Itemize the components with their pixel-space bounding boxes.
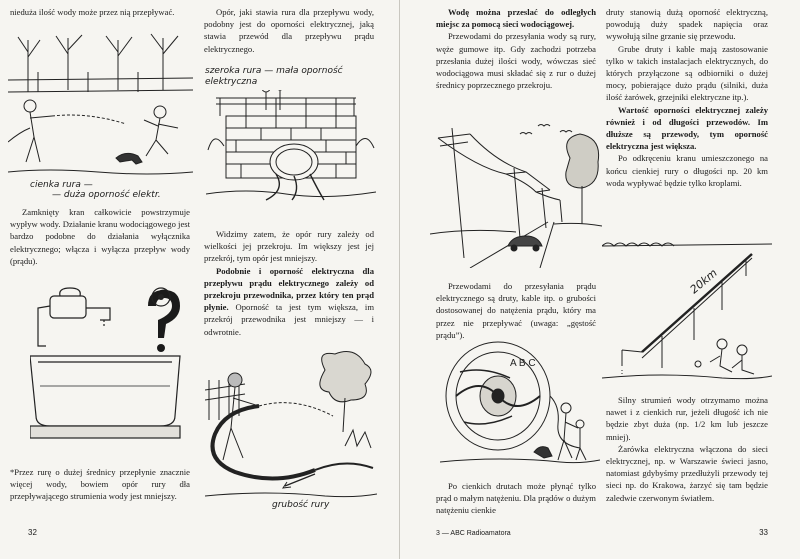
p33-column-1 <box>436 6 596 91</box>
p33-column-2 <box>606 6 768 189</box>
p33-c2-bold: Wartość oporności elektrycznej zależy również i od długości przewodów. Im dłuższe są przewody, tym oporność elektryczna jest większa. <box>606 104 768 152</box>
p32-c1-para-block <box>10 206 190 267</box>
page-number-33: 33 <box>759 528 768 537</box>
p33-c2-bottom-block <box>606 394 768 504</box>
p33-c2-bottom: Silny strumień wody otrzymamo można nawet i z cienkich rur, jeżeli długość ich nie będzie zbyt duża (np. 1/2 km lub jeszcze mniej). <box>606 395 768 442</box>
illustration-power-line <box>430 118 602 268</box>
p32-c2-mid: Widzimy zatem, że opór rury zależy od wielkości jej przekroju. Im większy jest jej przekrój, tym opór jest mniejszy. <box>204 229 374 264</box>
caption-thin-pipe <box>30 180 190 200</box>
illustration-wide-pipe <box>206 90 376 202</box>
p32-c1-para: Zamknięty kran całkowicie powstrzymuje wypływ wody. Działanie kranu wodociągowego jest bardzo podobne do działania wyłącznika elektrycznego; włącza i wyłącza przepływ wody (prądu). <box>10 207 190 266</box>
p32-c2-bold: Podobnie i oporność elektryczna dla przepływu prądu elektrycznego zależy od przekroju przewodnika, przez który ten prąd płynie. <box>204 265 374 313</box>
p33-c1-top-bold: Wodę można przeslać do odległych miejsc za pomocą sieci wodociągowej. <box>436 7 596 30</box>
pipe-length-label: 20km <box>687 266 720 297</box>
p33-c2-top: druty stanowią dużą oporność elektryczną, powodują duży spadek napięcia oraz wywołują silne grzanie się przewodu. <box>606 7 768 42</box>
illustration-sink-tap <box>30 286 195 448</box>
caption-thin-line-2: — duża oporność elektr. <box>52 190 161 200</box>
illustration-thin-pipe <box>8 32 193 192</box>
p33-c1-wires-block <box>436 280 596 341</box>
p33-c1-bottom-block <box>436 480 596 517</box>
p32-c2-top: Opór, jaki stawia rura dla przepływu wody, podobny jest do oporności elektrycznej, jaką stawia przewód dla przepływu prądu elektrycznego. <box>204 7 374 54</box>
p33-c1-bottom: Po cienkich drutach może płynąć tylko prąd o małym natężeniu. Dla prądów o dużym natężeniu cienkie <box>436 481 596 516</box>
illustration-cable-drum <box>440 336 600 466</box>
p33-c2-tap: Po odkręceniu kranu umieszczonego na końcu cienkiej rury o długości np. 20 km woda wypływać będzie tylko kroplami. <box>606 153 768 188</box>
caption-thin-line-1: cienka rura — <box>30 180 93 190</box>
p32-c1-bottom-block <box>10 466 190 503</box>
p32-c2-mid-block <box>204 228 374 338</box>
p32-column-1 <box>10 6 190 18</box>
p32-c2-after: Oporność ta jest tym większa, im przekrój przewodnika jest mniejszy — i odwrotnie. <box>204 302 374 337</box>
p32-column-2 <box>204 6 374 55</box>
tap-side-icon <box>150 286 172 308</box>
p32-c1-top: nieduża ilość wody może przez nią przepływać. <box>10 7 175 17</box>
p32-c1-bottom: *Przez rurę o dużej średnicy przepłynie znacznie więcej wody, bowiem opór rury dła przepływającego strumienia wody jest mniejszy. <box>10 467 190 502</box>
drum-letters: A B C <box>510 358 536 369</box>
page-footer: 3 — ABC Radioamatora <box>436 530 511 537</box>
page-number-32: 32 <box>28 528 37 537</box>
caption-hose-thickness: grubość rury <box>272 500 330 510</box>
illustration-hose-thickness <box>205 350 377 500</box>
illustration-long-pipe <box>602 232 772 382</box>
p33-c1-wires: Przewodami do przesyłania prądu elektrycznego są druty, kable itp. o grubości dostosowanej do natężenia prądu, który ma przez nie przepływać (uwaga: „gęstość prądu”). <box>436 281 596 340</box>
caption-wide-pipe: szeroka rura — mała oporność elektryczna <box>205 66 343 87</box>
page-33 <box>400 0 800 559</box>
p33-c1-pipes: Przewodami do przesyłania wody są rury, węże gumowe itp. Gdy zachodzi potrzeba przesłania dużej ilości wody, wówczas sieć wodociągowa musi składać się z rur o dużej średnicy poprzecznego przekroju. <box>436 31 596 91</box>
p33-c2-thick: Grube druty i kable mają zastosowanie tylko w takich instalacjach elektrycznych, do których przyłączone są odbiorniki o dużej mocy, pobierające dużo prądu (silniki, duża ilość żarówek, grzejniki elektryczne itp.). <box>606 43 768 103</box>
p33-c2-bulb: Żarówka elektryczna włączona do sieci elektrycznej, np. w Warszawie świeci jasno, natomiast gdybyśmy przedłużyli przewody tej sieci np. do Krakowa, żarzyć się tam będzie zaledwie czerwonym światłem. <box>606 443 768 503</box>
